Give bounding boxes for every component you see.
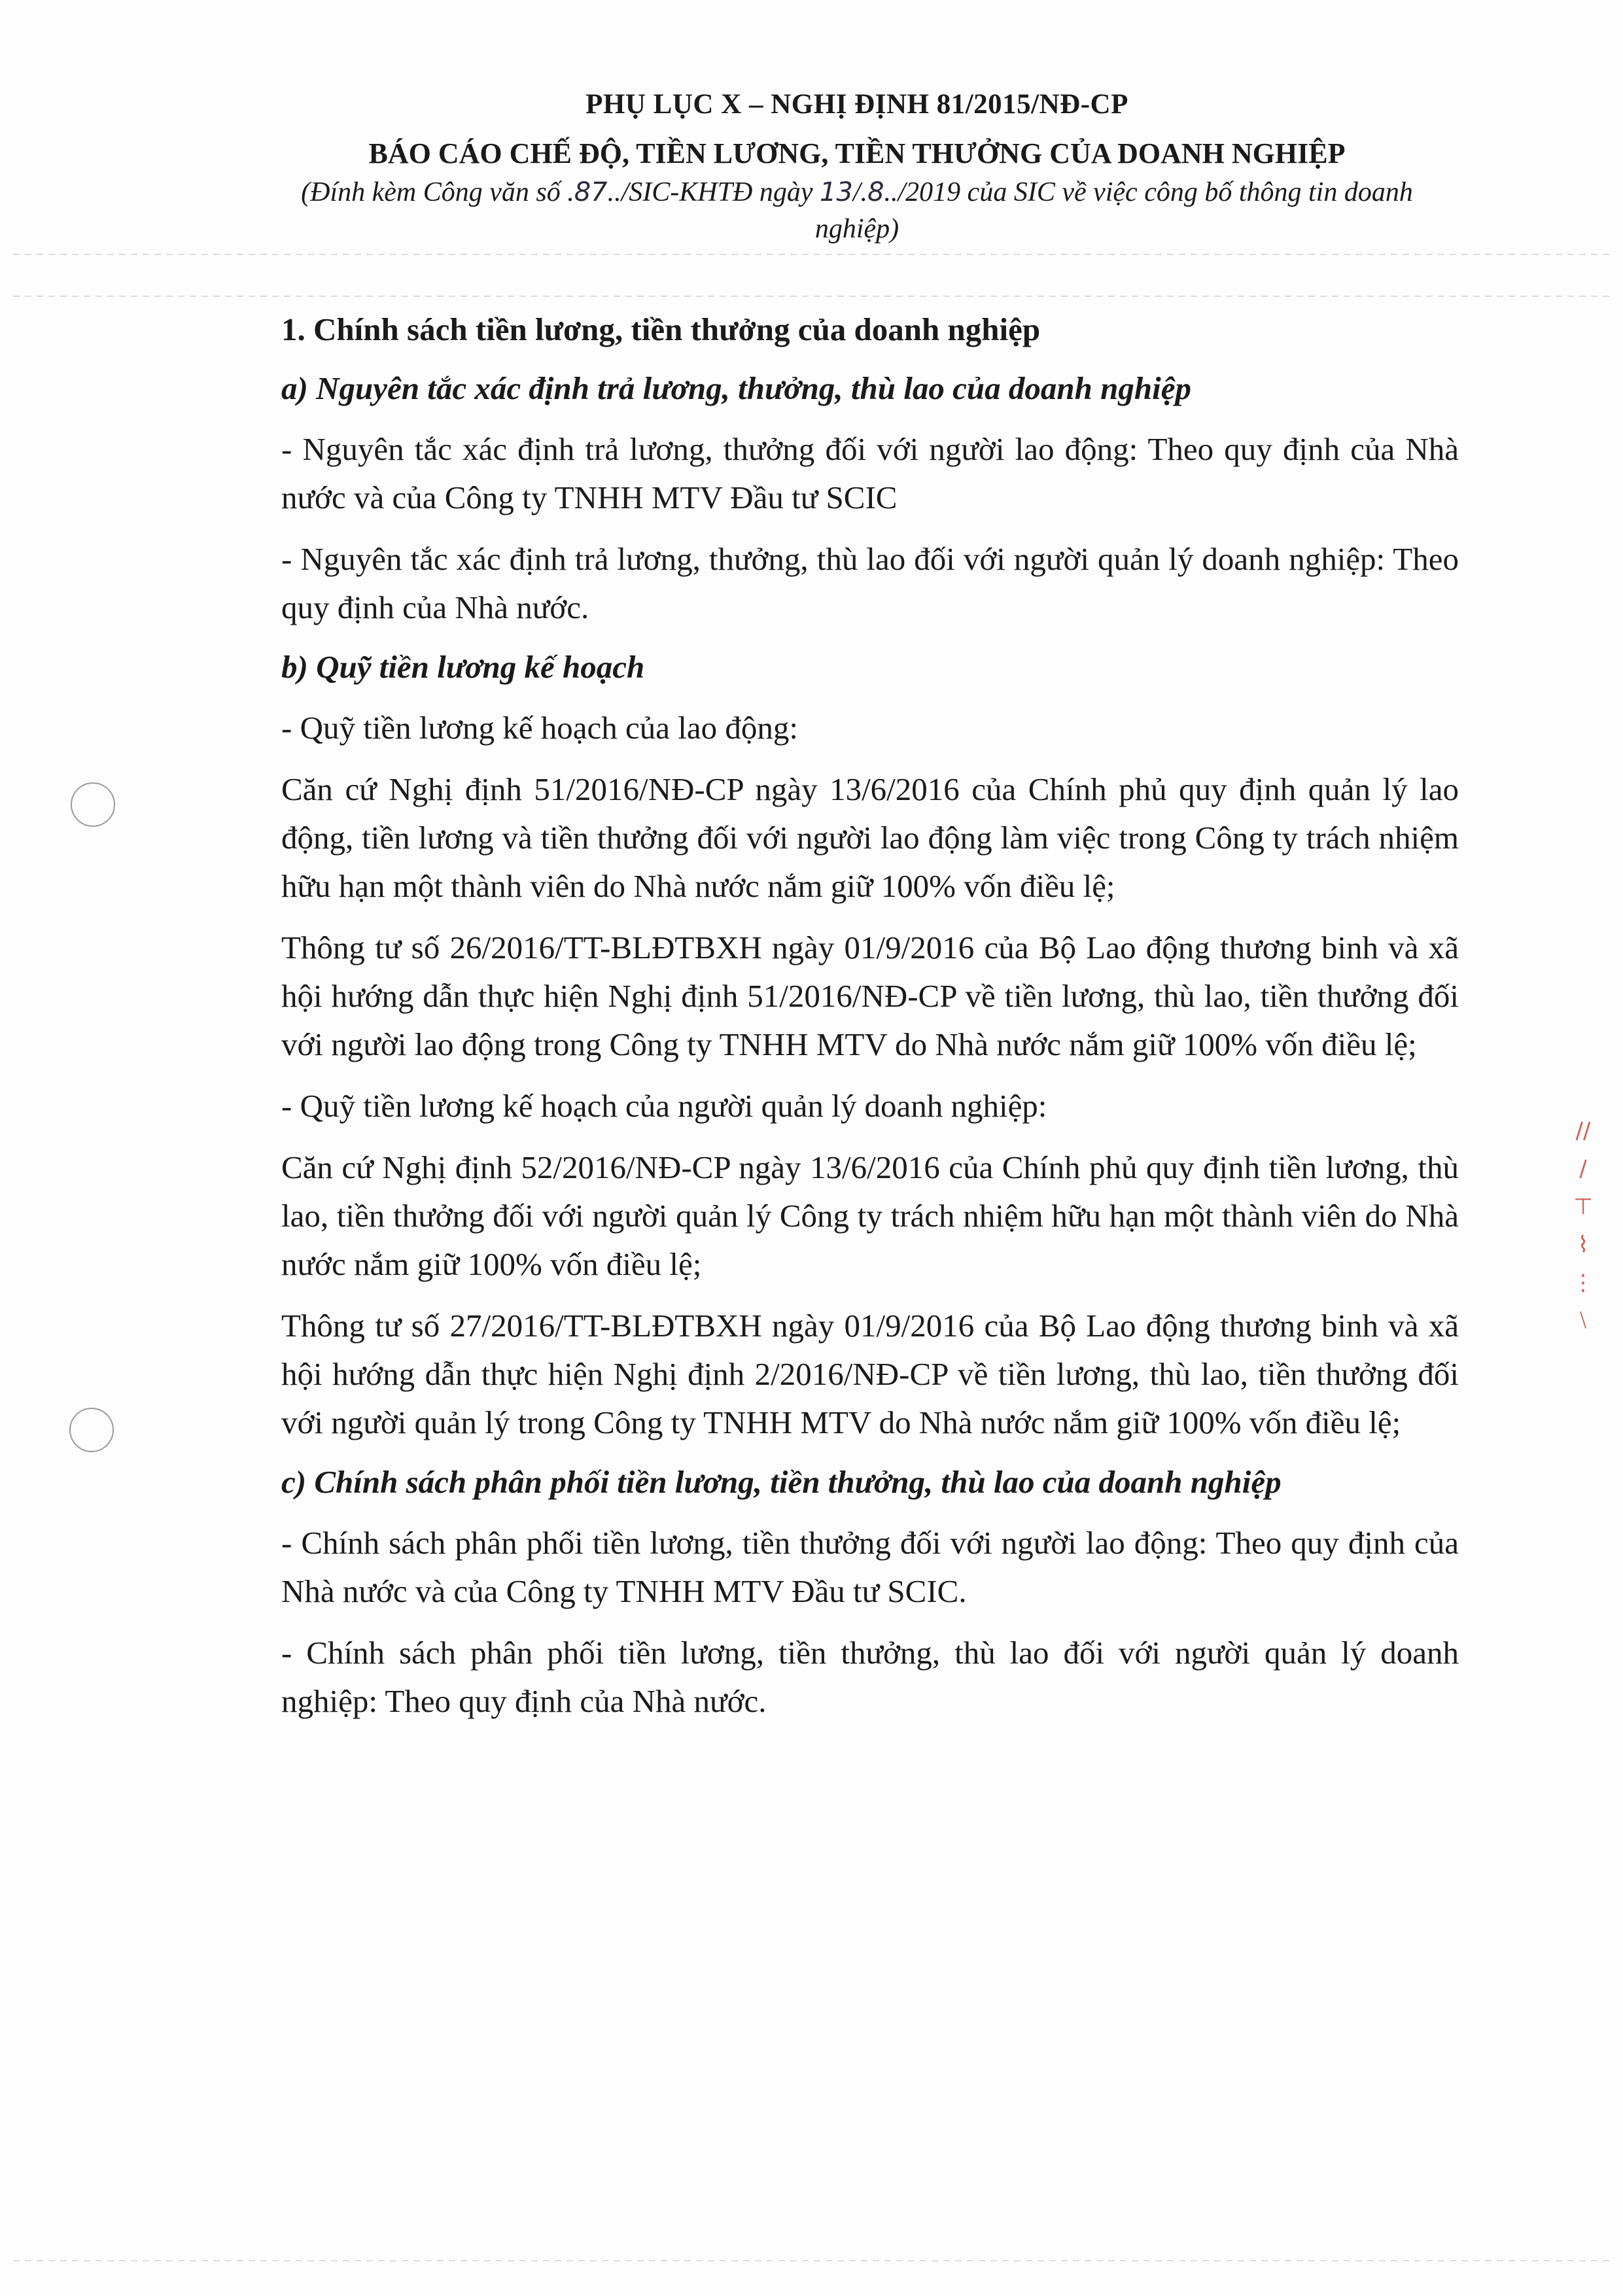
stamp-mark: ⋮ [1572,1270,1594,1296]
scan-divider-top-2 [13,296,1609,297]
stamp-mark: // [1575,1118,1591,1144]
edge-stamp-marks [1563,1112,1603,1413]
part-b-item: - Quỹ tiền lương kế hoạch của người quản lý doanh nghiệp: [281,1088,1047,1124]
part-a-item: - Nguyên tắc xác định trả lương, thưởng, thù lao đối với người quản lý doanh nghiệp: Theo quy định của Nhà nước. [281,541,1459,625]
handwritten-doc-number: 87 [574,177,608,207]
subtitle-mid-1: ../SIC-KHTĐ ngày [607,177,820,207]
part-b-item: Căn cứ Nghị định 52/2016/NĐ-CP ngày 13/6/2016 của Chính phủ quy định tiền lương, thù lao, tiền thưởng đối với người quản lý Công ty trách nhiệm hữu hạn một thành viên do Nhà nước nắm giữ 100% vốn điều lệ; [281,1149,1459,1282]
part-c-item: - Chính sách phân phối tiền lương, tiền thưởng, thù lao đối với người quản lý doanh nghiệp: Theo quy định của Nhà nước. [281,1635,1459,1719]
scan-divider-bottom [13,2260,1609,2261]
part-a-heading: a) Nguyên tắc xác định trả lương, thưởng, thù lao của doanh nghiệp [281,370,1191,406]
document-header [249,85,1465,247]
part-b-item: - Quỹ tiền lương kế hoạch của lao động: [281,710,798,746]
appendix-title: PHỤ LỤC X – NGHỊ ĐỊNH 81/2015/NĐ-CP [585,89,1128,120]
part-b-item: Thông tư số 27/2016/TT-BLĐTBXH ngày 01/9/2016 của Bộ Lao động thương binh và xã hội hướng dẫn thực hiện Nghị định 2/2016/NĐ-CP về tiền lương, thù lao, tiền thưởng đối với người quản lý trong Công ty TNHH MTV do Nhà nước nắm giữ 100% vốn điều lệ; [281,1308,1459,1440]
stamp-mark: ⊤ [1573,1194,1593,1220]
document-body [281,307,1459,1739]
part-c-heading: c) Chính sách phân phối tiền lương, tiền thưởng, thù lao của doanh nghiệp [281,1464,1282,1500]
report-title: BÁO CÁO CHẾ ĐỘ, TIỀN LƯƠNG, TIỀN THƯỞNG CỦA DOANH NGHIỆP [368,137,1346,169]
stamp-mark: ⧵ [1579,1308,1587,1334]
punch-hole-lower [69,1408,114,1452]
handwritten-month: 8 [867,177,884,207]
part-c-item: - Chính sách phân phối tiền lương, tiền thưởng đối với người lao động: Theo quy định của Nhà nước và của Công ty TNHH MTV Đầu tư SCIC. [281,1525,1459,1609]
part-b-item: Thông tư số 26/2016/TT-BLĐTBXH ngày 01/9/2016 của Bộ Lao động thương binh và xã hội hướng dẫn thực hiện Nghị định 51/2016/NĐ-CP về tiền lương, thù lao, tiền thưởng đối với người lao động trong Công ty TNHH MTV do Nhà nước nắm giữ 100% vốn điều lệ; [281,930,1459,1062]
subtitle-prefix: (Đính kèm Công văn số . [301,177,574,207]
part-a-item: - Nguyên tắc xác định trả lương, thưởng đối với người lao động: Theo quy định của Nhà nước và của Công ty TNHH MTV Đầu tư SCIC [281,431,1459,515]
subtitle-mid-2: /. [852,177,868,207]
subtitle-mid-3: ../2019 của SIC về việc công bố thông tin doanh nghiệp) [814,177,1413,244]
stamp-mark: ⌇ [1577,1232,1589,1258]
scan-divider-top [13,254,1609,255]
stamp-mark: / [1579,1156,1587,1182]
handwritten-day: 13 [819,177,853,207]
part-b-heading: b) Quỹ tiền lương kế hoạch [281,649,645,685]
report-subtitle [281,174,1433,247]
punch-hole-upper [71,782,115,827]
section-1-heading: 1. Chính sách tiền lương, tiền thưởng của doanh nghiệp [281,311,1041,347]
part-b-item: Căn cứ Nghị định 51/2016/NĐ-CP ngày 13/6/2016 của Chính phủ quy định quản lý lao động, tiền lương và tiền thưởng đối với người lao động làm việc trong Công ty trách nhiệm hữu hạn một thành viên do Nhà nước nắm giữ 100% vốn điều lệ; [281,771,1459,904]
